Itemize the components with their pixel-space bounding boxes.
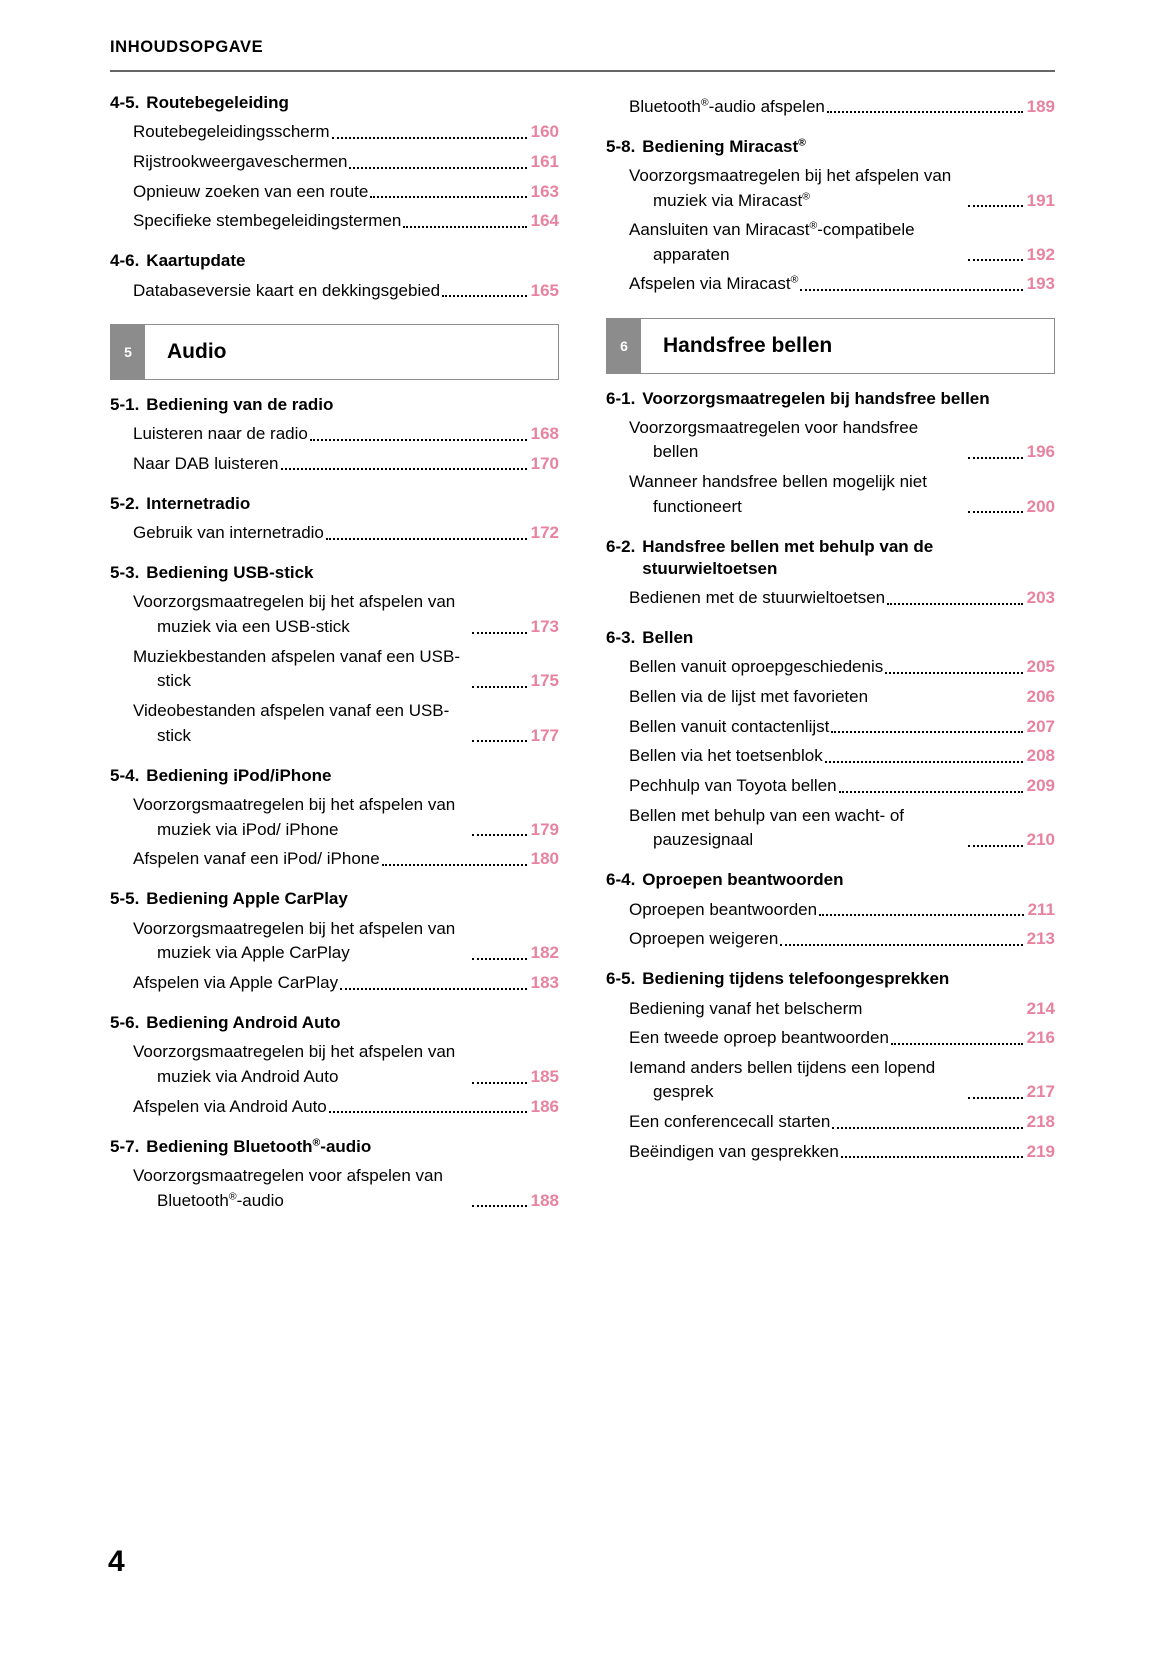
toc-group-number: 5-3. (110, 563, 140, 583)
leader-dots (968, 205, 1023, 207)
toc-entry[interactable] (606, 1053, 1055, 1107)
toc-entry-title: Iemand anders bellen tijdens een lopend gesprek (629, 1057, 936, 1102)
toc-entry-title: Rijstrookweergaveschermen (133, 151, 348, 171)
toc-entry-title: Bellen vanuit oproepgeschiedenis (629, 657, 884, 677)
toc-entry[interactable] (606, 583, 1055, 613)
toc-entry-page: 208 (1026, 746, 1055, 766)
toc-entry-title: Bedienen met de stuurwieltoetsen (629, 587, 886, 607)
leader-dots (349, 167, 526, 169)
leader-dots (864, 1014, 1022, 1015)
leader-dots (403, 226, 526, 228)
toc-entry[interactable] (110, 1161, 559, 1215)
toc-entry-page: 164 (530, 211, 559, 231)
leader-dots (825, 761, 1023, 763)
toc-group-number: 6-1. (606, 388, 636, 408)
toc-entry-title: Opnieuw zoeken van een route (133, 181, 369, 201)
toc-group-heading[interactable] (606, 627, 1055, 649)
toc-group-title: Oproepen beantwoorden (642, 870, 844, 890)
toc-entry-title: Specifieke stembegeleidingstermen (133, 211, 402, 231)
leader-dots (885, 672, 1022, 674)
toc-entry-title: Naar DAB luisteren (133, 453, 279, 473)
toc-entry-page: 163 (530, 181, 559, 201)
toc-entry-title: Bediening vanaf het belscherm (629, 998, 863, 1018)
toc-group-number: 5-7. (110, 1136, 140, 1156)
toc-entry[interactable] (110, 790, 559, 844)
toc-entry-title: Luisteren naar de radio (133, 423, 308, 443)
leader-dots (887, 603, 1023, 605)
toc-entry[interactable] (110, 419, 559, 449)
toc-entry-page: 177 (530, 725, 559, 745)
toc-group-number: 6-2. (606, 536, 636, 556)
toc-group-heading[interactable] (110, 394, 559, 416)
page-header: INHOUDSOPGAVE (110, 38, 264, 56)
toc-entry[interactable] (606, 994, 1055, 1024)
toc-group-title: Bediening iPod/iPhone (146, 765, 332, 785)
toc-group-title: Bediening Miracast® (642, 135, 806, 156)
toc-entry-page: 160 (530, 122, 559, 142)
leader-dots (968, 259, 1023, 261)
toc-entry[interactable] (110, 845, 559, 875)
toc-entry-title: Voorzorgsmaatregelen bij het afspelen van muziek via Miracast® (629, 165, 952, 210)
toc-group-heading[interactable] (606, 869, 1055, 891)
toc-entry[interactable] (110, 147, 559, 177)
toc-group-title: Bediening tijdens telefoongesprekken (642, 969, 950, 989)
toc-entry-title: Afspelen via Android Auto (133, 1096, 327, 1116)
toc-group-title: Internetradio (146, 493, 251, 513)
leader-dots (370, 196, 526, 198)
toc-entry[interactable] (606, 1108, 1055, 1138)
toc-group-heading[interactable] (110, 1136, 559, 1158)
toc-entry[interactable] (606, 92, 1055, 122)
toc-entry-title: Voorzorgsmaatregelen bij het afspelen van muziek via Apple CarPlay (133, 918, 456, 963)
toc-entry-title: Gebruik van internetradio (133, 522, 324, 542)
toc-columns (110, 92, 1055, 1216)
chapter-header[interactable] (110, 324, 559, 380)
toc-entry-page: 209 (1026, 775, 1055, 795)
toc-entry-title: Voorzorgsmaatregelen bij het afspelen van muziek via iPod/ iPhone (133, 794, 456, 839)
leader-dots (870, 703, 1023, 704)
toc-entry-title: Voorzorgsmaatregelen bij het afspelen van muziek via een USB-stick (133, 592, 456, 637)
toc-entry-title: Bellen via de lijst met favorieten (629, 686, 869, 706)
toc-entry[interactable] (606, 653, 1055, 683)
toc-entry[interactable] (110, 1038, 559, 1092)
toc-group-title: Bediening Android Auto (146, 1013, 341, 1033)
toc-group-heading[interactable] (110, 1012, 559, 1034)
toc-entry-title: Afspelen via Miracast® (629, 273, 799, 294)
toc-entry[interactable] (606, 712, 1055, 742)
toc-entry-page: 179 (530, 819, 559, 839)
toc-entry[interactable] (606, 925, 1055, 955)
toc-entry-title: Databaseversie kaart en dekkingsgebied (133, 280, 441, 300)
leader-dots (332, 137, 527, 139)
toc-entry[interactable] (110, 207, 559, 237)
toc-entry[interactable] (110, 518, 559, 548)
toc-group-title: Handsfree bellen met behulp van de stuurwieltoetsen (642, 536, 934, 578)
toc-group-heading[interactable] (606, 968, 1055, 990)
toc-entry-title: Routebegeleidingsscherm (133, 122, 330, 142)
toc-entry-page: 200 (1026, 496, 1055, 516)
toc-entry-title: Een conferencecall starten (629, 1112, 831, 1132)
toc-entry[interactable] (606, 216, 1055, 270)
toc-entry-title: Oproepen beantwoorden (629, 899, 818, 919)
toc-entry-page: 205 (1026, 657, 1055, 677)
toc-entry-page: 175 (530, 671, 559, 691)
toc-entry-page: 170 (530, 453, 559, 473)
toc-entry[interactable] (606, 270, 1055, 300)
toc-group-title: Bediening van de radio (146, 394, 334, 414)
toc-entry-page: 173 (530, 617, 559, 637)
leader-dots (839, 791, 1023, 793)
toc-entry[interactable] (606, 801, 1055, 855)
toc-entry-page: 188 (530, 1190, 559, 1210)
toc-group-number: 5-6. (110, 1013, 140, 1033)
toc-entry[interactable] (606, 682, 1055, 712)
toc-entry[interactable] (606, 413, 1055, 467)
toc-entry[interactable] (110, 914, 559, 968)
toc-group-title: Bellen (642, 628, 694, 648)
toc-group-title: Bediening USB-stick (146, 563, 314, 583)
toc-entry-page: 193 (1026, 274, 1055, 294)
toc-entry-page: 189 (1026, 96, 1055, 116)
toc-entry[interactable] (606, 468, 1055, 522)
leader-dots (472, 1082, 527, 1084)
toc-entry-page: 217 (1026, 1082, 1055, 1102)
leader-dots (891, 1043, 1023, 1045)
toc-group-heading[interactable] (606, 136, 1055, 158)
leader-dots (800, 289, 1022, 291)
toc-entry[interactable] (606, 895, 1055, 925)
toc-entry-page: 182 (530, 943, 559, 963)
toc-entry-title: Voorzorgsmaatregelen voor handsfree bellen (629, 417, 919, 462)
leader-dots (472, 740, 527, 742)
toc-entry-title: Videobestanden afspelen vanaf een USB-stick (133, 700, 450, 745)
toc-group-title: Bediening Apple CarPlay (146, 889, 348, 909)
toc-entry-page: 219 (1026, 1141, 1055, 1161)
chapter-number: 5 (111, 325, 145, 379)
chapter-title: Audio (167, 339, 227, 363)
toc-entry-page: 206 (1026, 686, 1055, 706)
toc-group-number: 4-6. (110, 251, 140, 271)
leader-dots (968, 1097, 1023, 1099)
toc-entry-title: Voorzorgsmaatregelen voor afspelen van Bluetooth®-audio (133, 1165, 443, 1210)
toc-entry-title: Oproepen weigeren (629, 929, 779, 949)
leader-dots (841, 1156, 1023, 1158)
leader-dots (472, 686, 527, 688)
toc-entry-title: Bluetooth®-audio afspelen (629, 95, 825, 116)
toc-entry-title: Beëindigen van gesprekken (629, 1141, 839, 1161)
leader-dots (832, 1127, 1022, 1129)
chapter-number: 6 (607, 319, 641, 373)
toc-entry-title: Afspelen via Apple CarPlay (133, 972, 339, 992)
toc-group-title: Voorzorgsmaatregelen bij handsfree bellen (642, 388, 990, 408)
toc-entry-page: 165 (530, 280, 559, 300)
toc-entry[interactable] (110, 177, 559, 207)
leader-dots (382, 864, 527, 866)
toc-entry-page: 183 (530, 972, 559, 992)
toc-entry-title: Bellen vanuit contactenlijst (629, 716, 830, 736)
toc-group-heading[interactable] (110, 92, 559, 114)
toc-entry[interactable] (606, 771, 1055, 801)
toc-entry-page: 161 (530, 151, 559, 171)
page-number: 4 (108, 1545, 125, 1578)
toc-group-heading[interactable] (110, 888, 559, 910)
toc-entry-page: 172 (530, 522, 559, 542)
toc-entry[interactable] (606, 161, 1055, 215)
toc-group-number: 5-5. (110, 889, 140, 909)
leader-dots (780, 944, 1022, 946)
toc-entry-page: 211 (1027, 899, 1055, 919)
toc-entry-page: 180 (530, 849, 559, 869)
toc-entry-title: Muziekbestanden afspelen vanaf een USB-stick (133, 646, 460, 691)
toc-entry-page: 216 (1026, 1028, 1055, 1048)
toc-entry[interactable] (606, 742, 1055, 772)
toc-group-number: 4-5. (110, 93, 140, 112)
toc-group-heading[interactable] (110, 765, 559, 787)
toc-right-column (606, 92, 1055, 1216)
toc-group-number: 5-8. (606, 136, 636, 156)
toc-entry-title: Een tweede oproep beantwoorden (629, 1028, 889, 1048)
toc-entry-page: 186 (530, 1096, 559, 1116)
leader-dots (329, 1111, 527, 1113)
toc-entry[interactable] (110, 276, 559, 306)
leader-dots (968, 457, 1023, 459)
leader-dots (831, 731, 1022, 733)
toc-entry-title: Bellen met behulp van een wacht- of pauzesignaal (629, 805, 905, 850)
toc-group-heading[interactable] (606, 388, 1055, 410)
toc-entry[interactable] (110, 968, 559, 998)
toc-entry-page: 207 (1026, 716, 1055, 736)
leader-dots (326, 538, 527, 540)
toc-entry-page: 196 (1026, 442, 1055, 462)
leader-dots (819, 914, 1023, 916)
toc-group-heading[interactable] (110, 493, 559, 515)
toc-entry-title: Afspelen vanaf een iPod/ iPhone (133, 849, 380, 869)
leader-dots (340, 988, 527, 990)
toc-entry-page: 210 (1026, 830, 1055, 850)
leader-dots (281, 468, 527, 470)
toc-entry-title: Aansluiten van Miracast®-compatibele apparaten (629, 219, 915, 264)
toc-entry[interactable] (110, 449, 559, 479)
toc-entry-page: 185 (530, 1066, 559, 1086)
toc-group-title: Routebegeleiding (146, 93, 289, 112)
toc-left-column (110, 92, 559, 1216)
leader-dots (827, 111, 1023, 113)
toc-group-title: Kaartupdate (146, 251, 246, 271)
leader-dots (310, 439, 527, 441)
toc-group-heading[interactable] (606, 536, 1055, 580)
leader-dots (968, 845, 1023, 847)
leader-dots (472, 1205, 527, 1207)
toc-entry[interactable] (606, 1137, 1055, 1167)
toc-group-number: 5-2. (110, 493, 140, 513)
toc-entry-title: Bellen via het toetsenblok (629, 746, 823, 766)
leader-dots (472, 834, 527, 836)
toc-entry-page: 214 (1026, 998, 1055, 1018)
toc-entry-title: Wanneer handsfree bellen mogelijk niet functioneert (629, 472, 927, 516)
toc-entry-page: 192 (1026, 244, 1055, 264)
chapter-title: Handsfree bellen (663, 333, 833, 357)
toc-group-number: 5-4. (110, 765, 140, 785)
toc-group-number: 6-5. (606, 969, 636, 989)
toc-group-heading[interactable] (110, 562, 559, 584)
toc-group-number: 6-3. (606, 628, 636, 648)
toc-entry[interactable] (110, 118, 559, 148)
toc-entry-title: Voorzorgsmaatregelen bij het afspelen van muziek via Android Auto (133, 1042, 456, 1086)
toc-group-title: Bediening Bluetooth®-audio (146, 1136, 372, 1156)
header-divider (110, 70, 1055, 72)
toc-entry-page: 191 (1026, 190, 1055, 210)
toc-entry[interactable] (110, 642, 559, 696)
toc-entry[interactable] (110, 588, 559, 642)
chapter-header[interactable] (606, 318, 1055, 374)
toc-group-number: 6-4. (606, 870, 636, 890)
leader-dots (968, 511, 1023, 513)
toc-group-heading[interactable] (110, 250, 559, 272)
toc-group-number: 5-1. (110, 394, 140, 414)
toc-entry-page: 168 (530, 423, 559, 443)
toc-entry-page: 213 (1026, 929, 1055, 949)
toc-entry-page: 218 (1026, 1112, 1055, 1132)
toc-entry-title: Pechhulp van Toyota bellen (629, 775, 837, 795)
toc-entry[interactable] (606, 1024, 1055, 1054)
leader-dots (472, 632, 527, 634)
leader-dots (472, 958, 527, 960)
leader-dots (442, 295, 526, 297)
toc-entry[interactable] (110, 696, 559, 750)
toc-entry[interactable] (110, 1092, 559, 1122)
toc-entry-page: 203 (1026, 587, 1055, 607)
